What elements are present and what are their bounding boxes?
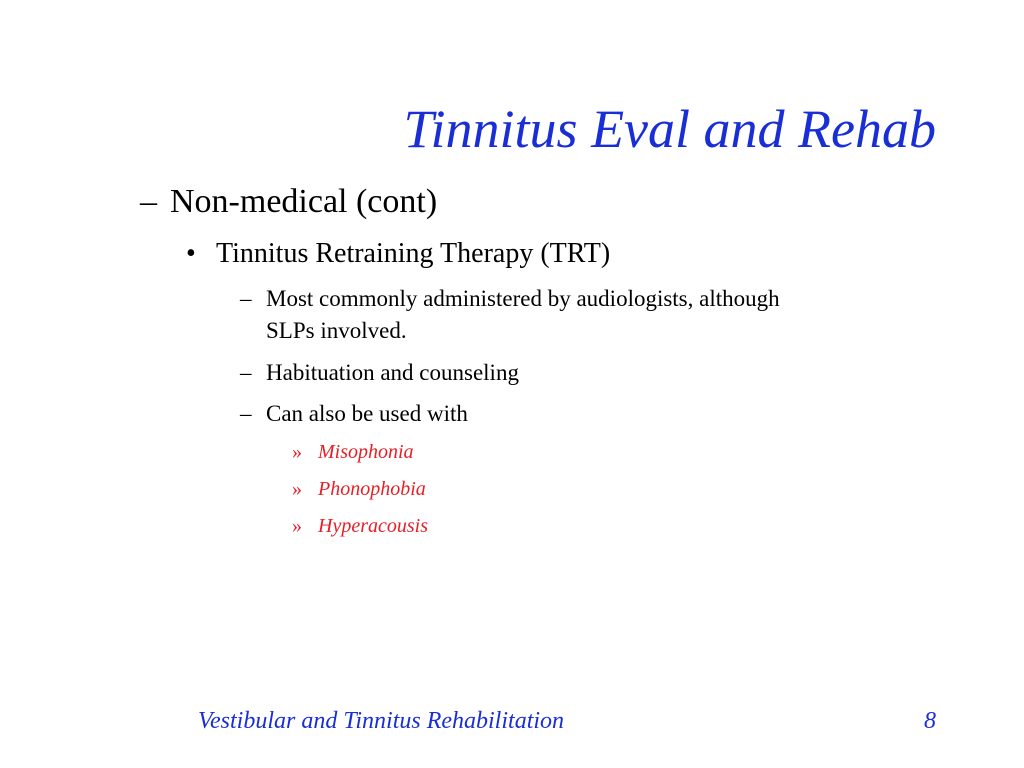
page-number: 8 (924, 708, 936, 734)
dash-bullet: – (240, 401, 252, 426)
dash-bullet: – (240, 360, 252, 385)
slide-title: Tinnitus Eval and Rehab (403, 99, 936, 159)
bullet-level1 (140, 182, 437, 223)
bullet-text: Most commonly administered by audiologists, although (266, 286, 780, 311)
dash-bullet: – (240, 286, 252, 311)
bullet-level4 (292, 477, 426, 501)
bullet-level2 (186, 237, 610, 271)
footer-title: Vestibular and Tinnitus Rehabilitation (198, 708, 565, 734)
bullet-text: Hyperacousis (318, 515, 428, 537)
bullet-level4 (292, 514, 428, 538)
dash-bullet: – (140, 183, 157, 220)
bullet-continuation: SLPs involved. (266, 318, 407, 343)
dot-bullet: • (186, 238, 196, 269)
chevron-bullet: » (292, 478, 302, 500)
bullet-text: Tinnitus Retraining Therapy (TRT) (216, 238, 611, 269)
bullet-level3 (240, 400, 468, 428)
bullet-text: Habituation and counseling (266, 360, 519, 385)
chevron-bullet: » (292, 441, 302, 463)
bullet-level4 (292, 440, 414, 464)
bullet-level3 (240, 285, 780, 313)
chevron-bullet: » (292, 515, 302, 537)
bullet-level3 (240, 359, 519, 387)
bullet-text: Misophonia (318, 441, 414, 463)
bullet-text: Non-medical (cont) (170, 183, 438, 220)
bullet-text: Phonophobia (318, 478, 426, 500)
bullet-text: Can also be used with (266, 401, 468, 426)
